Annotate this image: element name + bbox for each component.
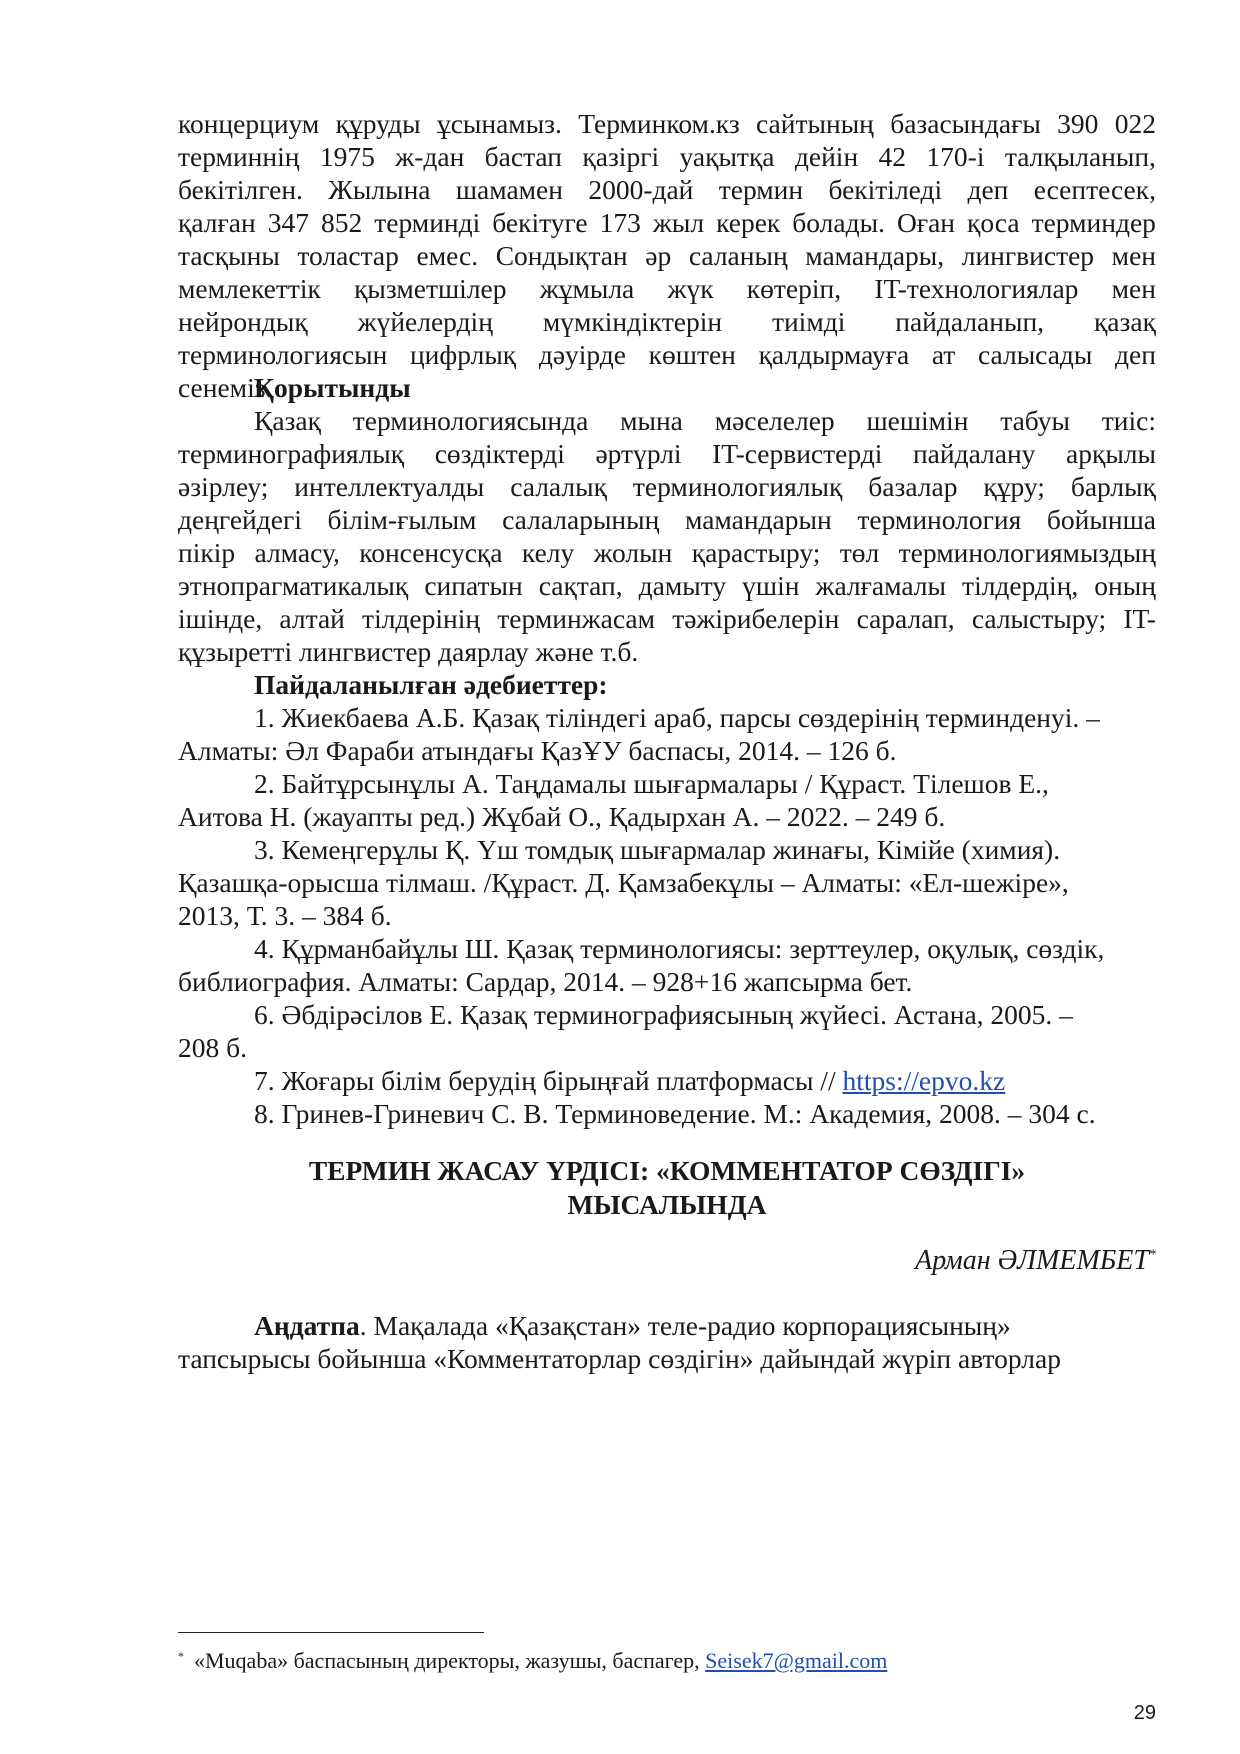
references-heading: Пайдаланылған әдебиеттер:: [254, 669, 608, 700]
footnote-mark: *: [178, 1648, 184, 1663]
author-name: Арман ӘЛМЕМБЕТ: [915, 1245, 1149, 1276]
page-number: 29: [1133, 1702, 1156, 1724]
text-line: Аитова Н. (жауапты ред.) Жұбай О., Қадырхан А. – 2022. – 249 б.: [178, 801, 946, 832]
reference-3: 3. Кемеңгерұлы Қ. Үш томдық шығармалар жинағы, Кімійе (химия).: [254, 834, 1061, 865]
text-line: терминологиясын цифрлық дәуірде көштен қалдырмауға ат салысады деп: [178, 339, 1156, 370]
text-line: 208 б.: [178, 1032, 247, 1063]
author: [915, 1245, 1156, 1277]
text-line: 1. Жиекбаева А.Б. Қазақ тіліндегі араб, парсы сөздерінің терминденуі. –: [254, 702, 1100, 733]
footnote-separator: [178, 1632, 484, 1633]
text-line: Қазақ терминологиясында мына мәселелер шешімін табуы тиіс:: [254, 405, 1156, 436]
abstract: [178, 1309, 1156, 1375]
text-line: библиография. Алматы: Сардар, 2014. – 928+16 жапсырма бет.: [178, 966, 913, 997]
text-line: терминнің 1975 ж-дан бастап қазіргі уақытқа дейін 42 170-і талқыланып,: [178, 141, 1156, 172]
text-line: Алматы: Әл Фараби атындағы ҚазҰУ баспасы, 2014. – 126 б.: [178, 735, 897, 766]
text-line: 2013, Т. 3. – 384 б.: [178, 900, 392, 931]
text-line: нейрондық жүйелердің мүмкіндіктерін тиімді пайдаланып, қазақ: [178, 306, 1156, 337]
text-line: құзыретті лингвистер даярлау және т.б.: [178, 636, 639, 667]
text-line: мемлекеттік қызметшілер жұмыла жүк көтеріп, IT-технологиялар мен: [178, 273, 1156, 304]
abstract-line: [178, 1309, 1156, 1342]
reference-4: 4. Құрманбайұлы Ш. Қазақ терминологиясы: зерттеулер, оқулық, сөздік,: [254, 933, 1105, 964]
abstract-text: . Мақалада «Қазақстан» теле-радио корпорациясының»: [359, 1310, 1011, 1341]
text-line: деңгейдегі білім-ғылым салаларының мамандарын терминология бойынша: [178, 504, 1156, 535]
text-line: әзірлеу; интеллектуалды салалық терминологиялық базалар құру; барлық: [178, 471, 1156, 502]
conclusion-heading: Қорытынды: [254, 372, 411, 403]
footnote: [178, 1648, 887, 1674]
epvo-link[interactable]: https://epvo.kz: [842, 1065, 1006, 1096]
text-line: қалған 347 852 терминді бекітуге 173 жыл керек болады. Оған қоса терминдер: [178, 207, 1156, 238]
reference-7-text: 7. Жоғары білім берудің бірыңғай платформасы //: [254, 1065, 843, 1096]
text-line: терминографиялық сөздіктерді әртүрлі IT-сервистерді пайдалану арқылы: [178, 438, 1156, 469]
text-line: Қазашқа-орысша тілмаш. /Құраст. Д. Қамзабекұлы – Алматы: «Ел-шежіре»,: [178, 867, 1069, 898]
article-title: [178, 1154, 1156, 1222]
text-line: тасқыны толастар емес. Сондықтан әр саланың мамандары, лингвистер мен: [178, 240, 1156, 271]
reference-8: 8. Гринев-Гриневич С. В. Терминоведение. М.: Академия, 2008. – 304 с.: [254, 1098, 1096, 1129]
text-line: этнопрагматикалық сипатын сақтап, дамыту үшін жалғамалы тілдердің, оның: [178, 570, 1156, 601]
text-line: бекітілген. Жылына шамамен 2000-дай термин бекітіледі деп есептесек,: [178, 174, 1156, 205]
footnote-marker: *: [1149, 1247, 1156, 1263]
footnote-text: «Muqaba» баспасының директоры, жазушы, баспагер,: [194, 1648, 706, 1673]
reference-6: 6. Әбдірәсілов Е. Қазақ терминографиясының жүйесі. Астана, 2005. –: [254, 999, 1073, 1030]
text-line: ішінде, алтай тілдерінің терминжасам тәжірибелерін саралап, салыстыру; IT-: [178, 603, 1156, 634]
references-section: [178, 668, 1156, 1130]
email-link[interactable]: Seisek7@gmail.com: [705, 1648, 888, 1673]
article-title-line-2: МЫСАЛЫНДА: [567, 1189, 767, 1220]
text-line: сенеміз.: [178, 372, 273, 403]
text-line: пікір алмасу, консенсусқа келу жолын қарастыру; төл терминологиямыздың: [178, 537, 1156, 568]
conclusion-section: [178, 371, 1156, 668]
text-line: концерциум құруды ұсынамыз. Терминком.кз сайтының базасындағы 390 022: [178, 108, 1156, 139]
text-line: тапсырысы бойынша «Комментаторлар сөздігін» дайындай жүріп авторлар: [178, 1343, 1061, 1374]
abstract-label: Аңдатпа: [254, 1310, 360, 1341]
reference-7: [178, 1064, 1156, 1097]
intro-paragraph: [178, 107, 1156, 404]
reference-1: [178, 701, 1156, 734]
reference-2: 2. Байтұрсынұлы А. Таңдамалы шығармалары / Құраст. Тілешов Е.,: [254, 768, 1049, 799]
article-title-line-1: ТЕРМИН ЖАСАУ ҮРДІСІ: «КОММЕНТАТОР СӨЗДІГІ»: [308, 1155, 1026, 1186]
